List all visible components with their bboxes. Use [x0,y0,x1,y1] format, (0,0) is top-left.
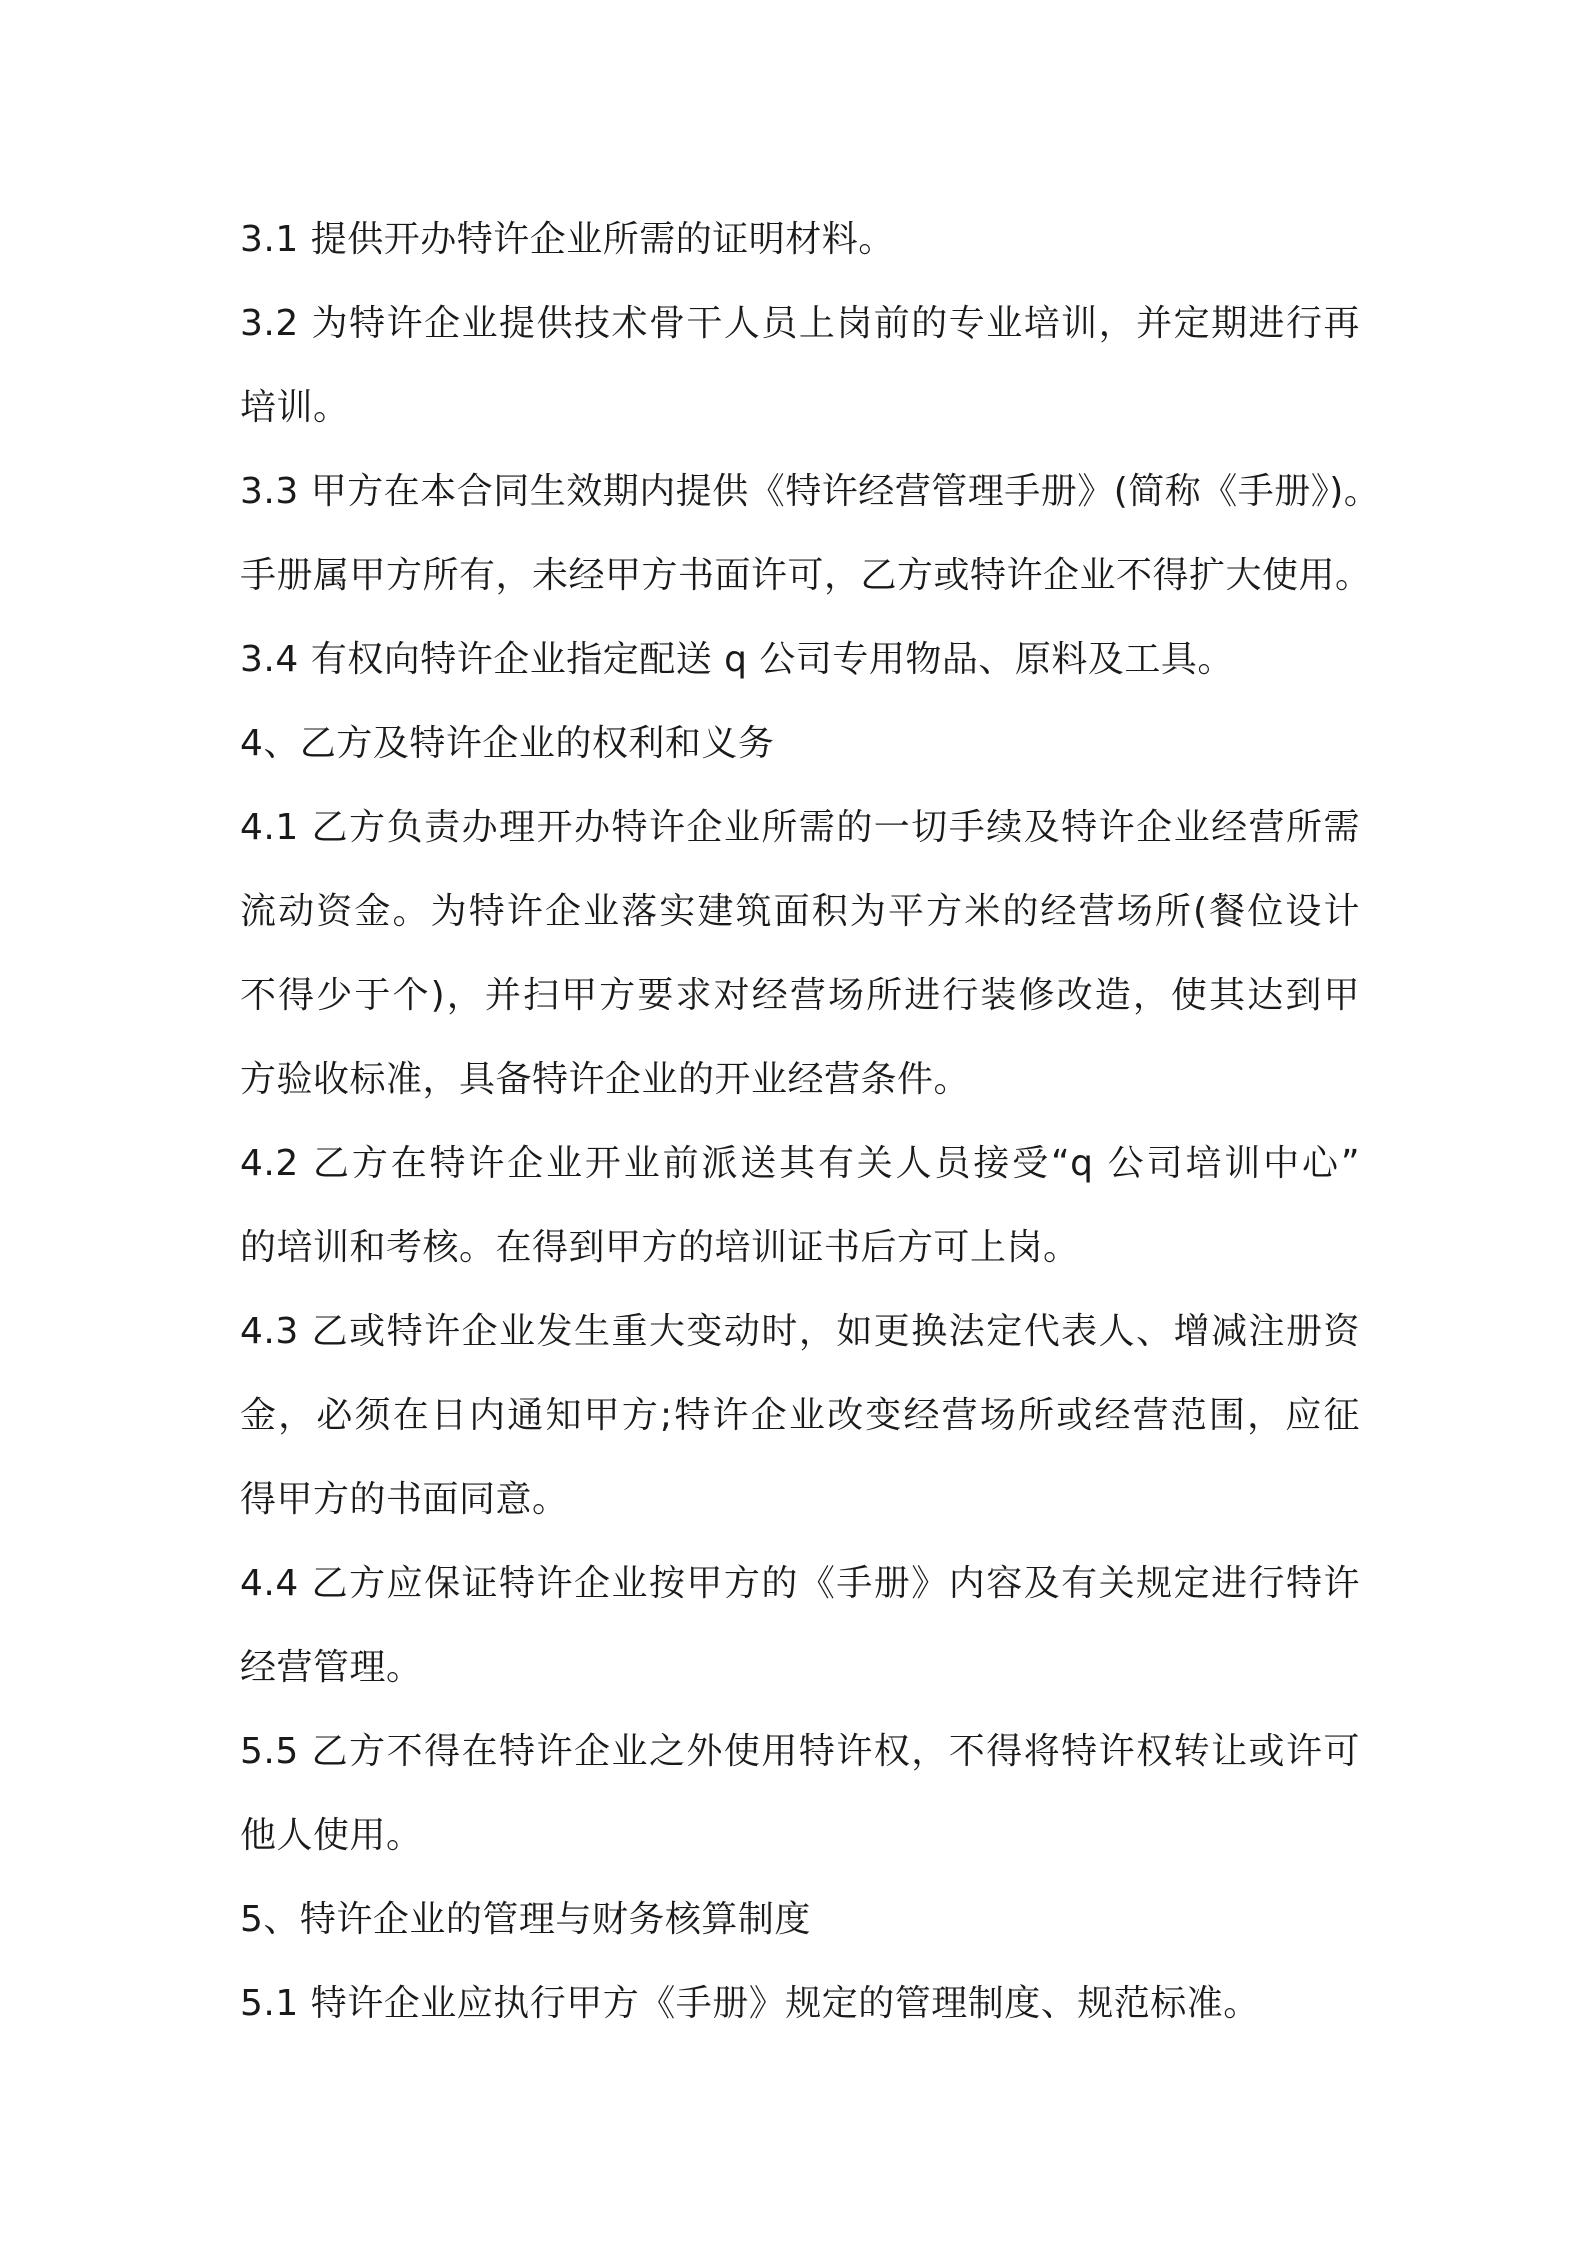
text-line: 5.5 乙方不得在特许企业之外使用特许权，不得将特许权转让或许可 [240,1731,1360,1772]
text-line: 不得少于个)，并扫甲方要求对经营场所进行装修改造，使其达到甲 [240,975,1360,1016]
text-line: 的培训和考核。在得到甲方的培训证书后方可上岗。 [240,1227,1080,1268]
text-line: 4.3 乙或特许企业发生重大变动时，如更换法定代表人、增减注册资 [240,1311,1360,1352]
text-line: 流动资金。为特许企业落实建筑面积为平方米的经营场所(餐位设计 [240,891,1360,932]
text-line: 4、乙方及特许企业的权利和义务 [240,723,775,764]
text-line: 3.2 为特许企业提供技术骨干人员上岗前的专业培训，并定期进行再 [240,303,1360,344]
paragraph-4-2 [240,1122,1360,1290]
text-line: 方验收标准，具备特许企业的开业经营条件。 [240,1059,971,1100]
section-heading-5 [240,1878,1360,1962]
paragraph-3-1 [240,198,1360,282]
paragraph-3-2 [240,282,1360,450]
document-body [240,198,1381,2046]
text-line: 他人使用。 [240,1815,423,1856]
paragraph-3-3 [240,450,1381,618]
paragraph-5-1 [240,1962,1360,2046]
text-line: 手册属甲方所有，未经甲方书面许可，乙方或特许企业不得扩大使用。 [240,555,1372,596]
text-line: 4.2 乙方在特许企业开业前派送其有关人员接受“q 公司培训中心” [240,1143,1360,1184]
text-line: 金，必须在日内通知甲方;特许企业改变经营场所或经营范围，应征 [240,1395,1360,1436]
paragraph-4-4 [240,1542,1360,1710]
text-line: 得甲方的书面同意。 [240,1479,569,1520]
text-line: 5.1 特许企业应执行甲方《手册》规定的管理制度、规范标准。 [240,1983,1260,2024]
paragraph-4-3 [240,1290,1360,1542]
text-line: 5、特许企业的管理与财务核算制度 [240,1899,811,1940]
text-line: 3.4 有权向特许企业指定配送 q 公司专用物品、原料及工具。 [240,639,1234,680]
section-heading-4 [240,702,1360,786]
text-line: 经营管理。 [240,1647,423,1688]
text-line: 4.4 乙方应保证特许企业按甲方的《手册》内容及有关规定进行特许 [240,1563,1360,1604]
text-line: 4.1 乙方负责办理开办特许企业所需的一切手续及特许企业经营所需 [240,807,1360,848]
text-line: 3.3 甲方在本合同生效期内提供《特许经营管理手册》(简称《手册》)。 [240,471,1381,512]
paragraph-3-4 [240,618,1360,702]
paragraph-5-5 [240,1710,1360,1878]
text-line: 培训。 [240,387,350,428]
text-line: 3.1 提供开办特许企业所需的证明材料。 [240,219,895,260]
paragraph-4-1 [240,786,1360,1122]
